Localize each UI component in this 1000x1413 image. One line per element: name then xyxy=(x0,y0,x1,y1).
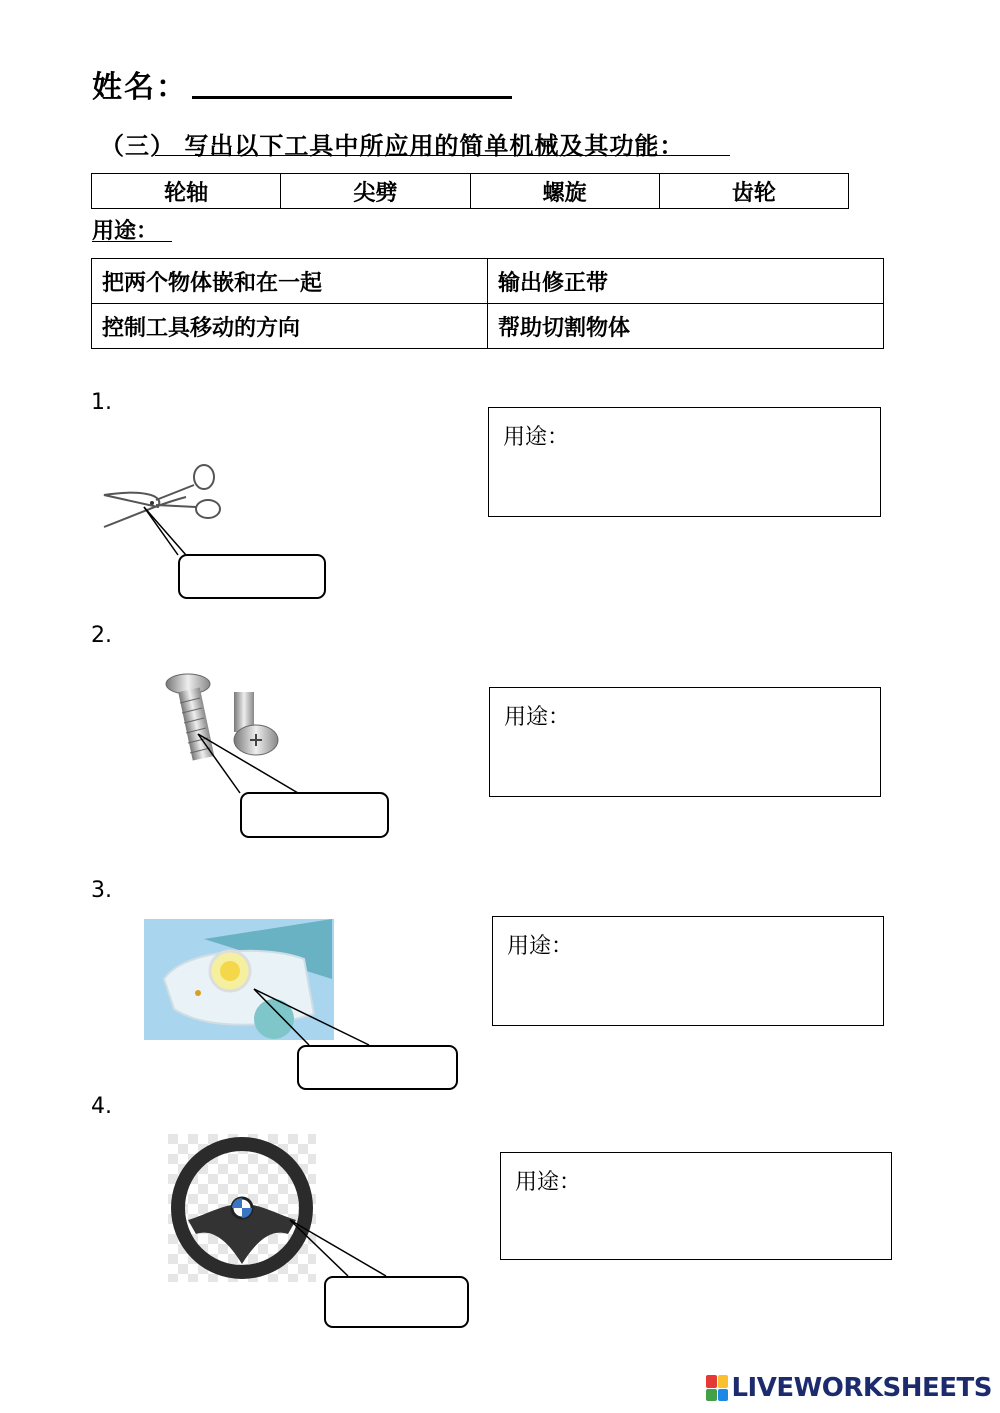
question-number: 2. xyxy=(91,623,112,648)
use-box-label: 用途： xyxy=(503,425,570,450)
name-input-line[interactable] xyxy=(192,96,512,99)
section-title-underline xyxy=(155,155,730,156)
machine-cell[interactable]: 轮轴 xyxy=(92,174,281,209)
answer-box[interactable] xyxy=(240,792,389,838)
machine-cell[interactable]: 尖劈 xyxy=(281,174,470,209)
use-option-cell[interactable]: 把两个物体嵌和在一起 xyxy=(92,259,488,304)
logo-text: LIVEWORKSHEETS xyxy=(731,1373,992,1403)
use-box[interactable] xyxy=(492,916,884,1026)
answer-box[interactable] xyxy=(178,554,326,599)
machine-cell[interactable]: 齿轮 xyxy=(659,174,848,209)
question-number: 3. xyxy=(91,878,112,903)
liveworksheets-logo xyxy=(706,1373,992,1403)
answer-box[interactable] xyxy=(297,1045,458,1090)
question-number: 4. xyxy=(91,1094,112,1119)
section-title: （三） 写出以下工具中所应用的简单机械及其功能： xyxy=(100,131,685,160)
logo-badge-icon xyxy=(706,1375,728,1401)
use-box[interactable] xyxy=(500,1152,892,1260)
screws-image xyxy=(160,668,340,798)
steering-wheel-image xyxy=(168,1134,408,1284)
use-option-cell[interactable]: 输出修正带 xyxy=(488,259,884,304)
use-option-cell[interactable]: 帮助切割物体 xyxy=(488,304,884,349)
uses-label-underline xyxy=(92,241,172,242)
use-box-label: 用途： xyxy=(504,705,571,730)
answer-box[interactable] xyxy=(324,1276,469,1328)
uses-table xyxy=(91,258,884,349)
use-option-cell[interactable]: 控制工具移动的方向 xyxy=(92,304,488,349)
name-label: 姓名： xyxy=(92,70,188,105)
use-box[interactable] xyxy=(489,687,881,797)
use-box[interactable] xyxy=(488,407,881,517)
machine-cell[interactable]: 螺旋 xyxy=(470,174,659,209)
correction-tape-image xyxy=(144,919,464,1049)
machines-table xyxy=(91,173,849,209)
use-box-label: 用途： xyxy=(515,1170,582,1195)
use-box-label: 用途： xyxy=(507,934,574,959)
uses-label: 用途： xyxy=(92,218,159,244)
question-number: 1. xyxy=(91,390,112,415)
